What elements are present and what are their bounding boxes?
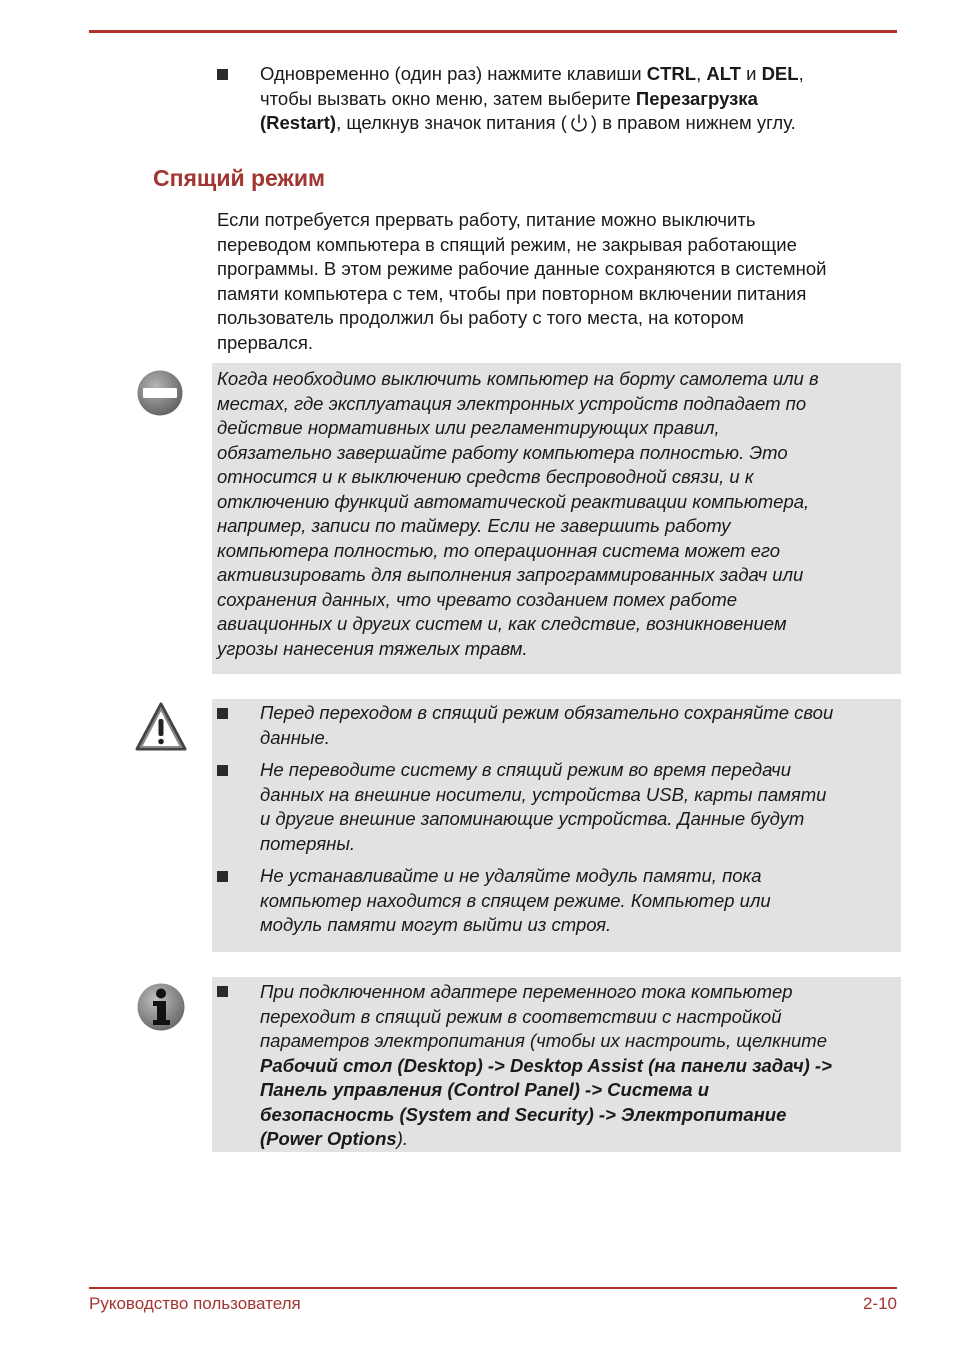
bullet-marker <box>217 986 228 997</box>
caution-item: Не переводите систему в спящий режим во время передачи данных на внешние носители, устройства USB, карты памяти и другие внешние запоминающие устройства. Данные будут потеряны. <box>260 759 827 854</box>
page-number: 2-10 <box>862 1294 897 1313</box>
info-note-text: При подключенном адаптере переменного тока компьютер переходит в спящий режим в соответствии с настройкой параметров электропитания (чтобы их настроить, щелкните Рабочий стол (Desktop) -> Desktop Assist (на панели задач) -> Панель управления (Control Panel) -> Система и безопасность (System and Security) -> Электропитание (Power Options). <box>260 981 832 1149</box>
prohibition-note-text: Когда необходимо выключить компьютер на борту самолета или в местах, где эксплуатация электронных устройств подпадает по действие нормативных или регламентирующих правил, обязательно завершайте работу компьютера полностью. Это относится и к выключению средств беспроводной связи, и к отключению функций автоматической реактивации компьютера, например, записи по таймеру. Если не завершить работу компьютера полностью, то операционная система может его активизировать для выполнения запрограммированных задач или сохранения данных, что чревато созданием помех работе авиационных и других систем и, как следствие, возникновением угрозы нанесения тяжелых травм. <box>217 368 819 659</box>
warning-triangle-icon <box>135 702 187 752</box>
top-bullet-text: Одновременно (один раз) нажмите клавиши CTRL, ALT и DEL, чтобы вызвать окно меню, затем выберите Перезагрузка (Restart), щелкнув значок питания ( ) в правом нижнем углу. <box>260 63 804 133</box>
power-icon <box>568 112 590 134</box>
footer-title: Руководство пользователя <box>89 1294 301 1313</box>
caution-item: Не устанавливайте и не удаляйте модуль памяти, пока компьютер находится в спящем режиме. Компьютер или модуль памяти могут выйти из строя. <box>260 865 771 935</box>
bullet-marker <box>217 871 228 882</box>
bullet-marker <box>217 765 228 776</box>
bullet-marker <box>217 708 228 719</box>
bullet-marker <box>217 69 228 80</box>
no-entry-icon <box>136 369 184 417</box>
section-paragraph: Если потребуется прервать работу, питание можно выключить переводом компьютера в спящий режим, не закрывая работающие программы. В этом режиме рабочие данные сохраняются в системной памяти компьютера с тем, чтобы при повторном включении питания пользователь продолжил бы работу с того места, на котором прервался. <box>217 209 827 353</box>
header-rule <box>89 30 897 33</box>
caution-item: Перед переходом в спящий режим обязательно сохраняйте свои данные. <box>260 702 834 748</box>
info-icon <box>136 982 186 1032</box>
section-title: Спящий режим <box>153 165 325 191</box>
footer-rule <box>89 1287 897 1289</box>
